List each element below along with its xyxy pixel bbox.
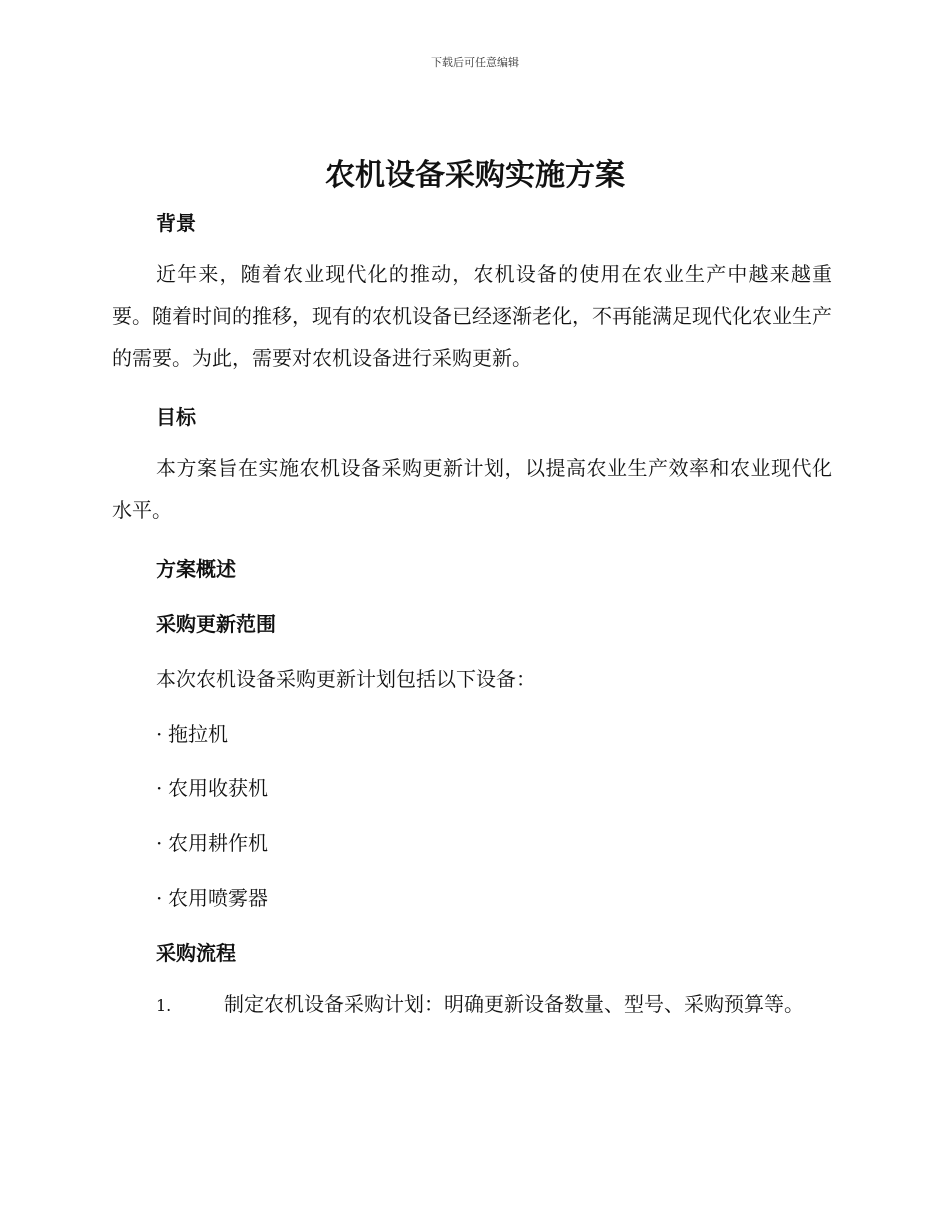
list-item: [156, 772, 268, 801]
list-item: [156, 882, 268, 911]
list-item: [156, 827, 268, 856]
scope-intro: 本次农机设备采购更新计划包括以下设备：: [156, 667, 536, 691]
bullet-icon: ·: [156, 886, 163, 910]
paragraph-goal: 本方案旨在实施农机设备采购更新计划，以提高农业生产效率和农业现代化水平。: [112, 456, 832, 522]
item-number: 1.: [156, 996, 172, 1015]
list-item-label: 农用收获机: [168, 776, 268, 800]
heading-process: 采购流程: [156, 941, 236, 965]
list-item-label: 农用耕作机: [168, 831, 268, 855]
list-item: [156, 718, 228, 747]
bullet-icon: ·: [156, 722, 163, 746]
heading-scope: 采购更新范围: [156, 612, 276, 636]
document-title: 农机设备采购实施方案: [325, 158, 625, 193]
page-header-note: 下载后可任意编辑: [431, 56, 519, 69]
heading-goal: 目标: [156, 405, 196, 429]
paragraph-background: 近年来，随着农业现代化的推动，农机设备的使用在农业生产中越来越重要。随着时间的推移，现有的农机设备已经逐渐老化，不再能满足现代化农业生产的需要。为此，需要对农机设备进行采购更新。: [112, 262, 832, 370]
heading-background: 背景: [156, 211, 196, 235]
item-text: 制定农机设备采购计划：明确更新设备数量、型号、采购预算等。: [224, 992, 804, 1016]
list-item-label: 拖拉机: [168, 722, 228, 746]
heading-overview: 方案概述: [156, 557, 236, 581]
numbered-item: [112, 983, 832, 1027]
bullet-icon: ·: [156, 776, 163, 800]
list-item-label: 农用喷雾器: [168, 886, 268, 910]
bullet-icon: ·: [156, 831, 163, 855]
